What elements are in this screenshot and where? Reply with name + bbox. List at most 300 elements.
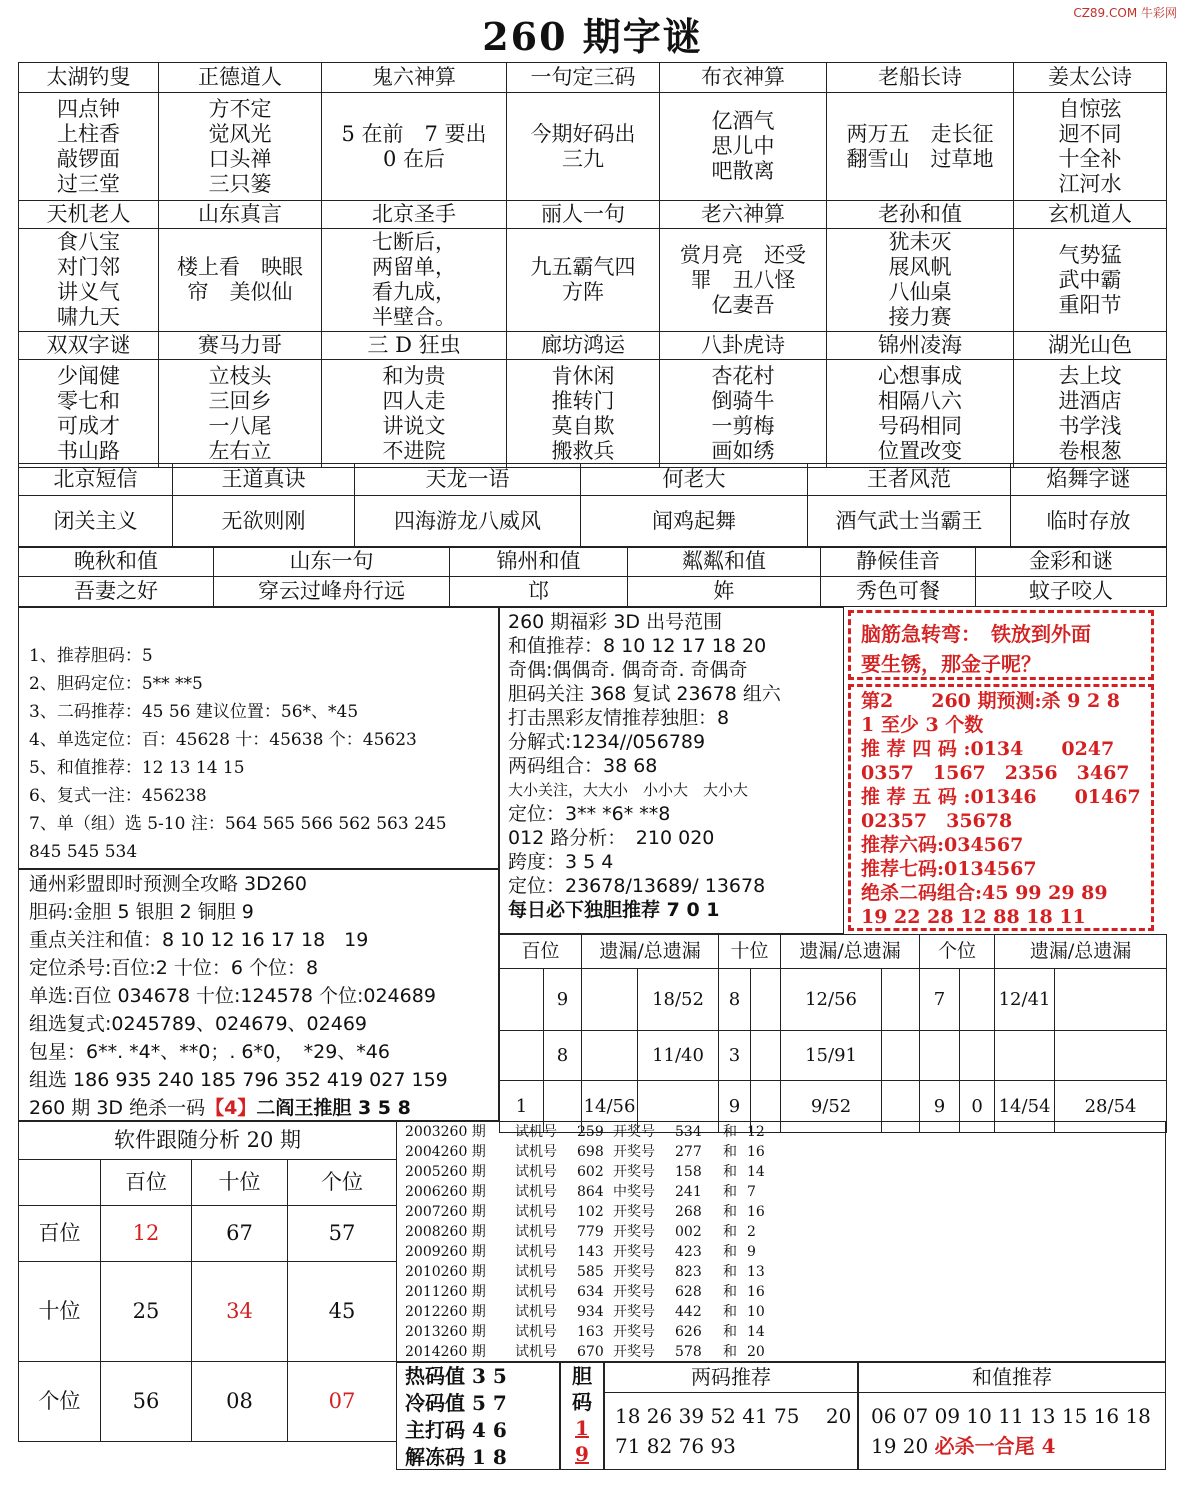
grid-cell-line: 赏月亮 还受 bbox=[680, 242, 806, 267]
history-field: 和 bbox=[723, 1264, 737, 1280]
grid-content-cell bbox=[322, 360, 507, 468]
grid-cell-line: 七断后， bbox=[372, 230, 456, 254]
grid-content-cell bbox=[322, 229, 507, 332]
grid-header-cell: 太湖钓叟 bbox=[19, 63, 159, 93]
history-field: 158 bbox=[675, 1164, 702, 1180]
history-field: 开奖号 bbox=[613, 1324, 655, 1340]
sum-rec-values: 19 20 bbox=[871, 1434, 935, 1458]
history-field: 开奖号 bbox=[613, 1284, 655, 1300]
row5-cells-cell: 秀色可餐 bbox=[821, 577, 976, 607]
grid-cell-line: 两万五 走长征 bbox=[846, 121, 994, 146]
recommend-line: 6、复式一注：456238 bbox=[29, 786, 207, 806]
tongzhou-box bbox=[18, 869, 499, 1121]
history-field: 和 bbox=[723, 1324, 737, 1340]
history-field: 12 bbox=[747, 1124, 765, 1140]
history-field: 934 bbox=[577, 1304, 604, 1320]
row5-cells-cell: 蚊子咬人 bbox=[976, 577, 1167, 607]
grid-cell-line: 讲说文 bbox=[382, 413, 446, 438]
predict-line: 绝杀二码组合:45 99 29 89 bbox=[861, 882, 1108, 904]
history-line bbox=[405, 1342, 1165, 1362]
history-field: 698 bbox=[577, 1144, 604, 1160]
omission-cell: 9 bbox=[719, 1081, 751, 1133]
sum-rec-box bbox=[858, 1362, 1166, 1470]
grid-cell-line: 倒骑牛 bbox=[711, 388, 775, 413]
follow-cell: 07 bbox=[288, 1362, 397, 1442]
grid-cell-line: 啸九天 bbox=[57, 305, 120, 329]
grid-cell-line: 亿妻吾 bbox=[711, 292, 775, 317]
grid-cell-line: 过三堂 bbox=[57, 171, 120, 196]
grid-cell-line: 九五霸气四 bbox=[530, 255, 636, 279]
history-field: 开奖号 bbox=[613, 1244, 655, 1260]
range3d-line: 分解式:1234//056789 bbox=[508, 731, 706, 753]
recommend-line: 7、单（组）选 5-10 注：564 565 566 562 563 245 bbox=[29, 814, 447, 834]
grid-content-cell bbox=[19, 229, 159, 332]
history-field: 442 bbox=[675, 1304, 702, 1320]
history-field: 和 bbox=[723, 1144, 737, 1160]
grid-cell-line: 十全补 bbox=[1058, 146, 1122, 171]
grid-header-cell: 丽人一句 bbox=[507, 201, 660, 229]
history-field: 20 bbox=[747, 1344, 765, 1360]
sum-rec-kill: 必杀一合尾 4 bbox=[934, 1434, 1056, 1458]
history-field: 259 bbox=[577, 1124, 604, 1140]
tongzhou-line: 通州彩盟即时预测全攻略 3D260 bbox=[29, 873, 308, 895]
omission-header: 个位 bbox=[920, 935, 995, 969]
recommend-line: 5、和值推荐：12 13 14 15 bbox=[29, 758, 245, 778]
grid-cell-line: 半壁合。 bbox=[372, 305, 456, 329]
grid-cell-line: 零七和 bbox=[57, 388, 120, 413]
history-line bbox=[405, 1262, 1165, 1282]
grid-cell-line: 杏花村 bbox=[711, 363, 775, 388]
grid-cell-line: 上柱香 bbox=[57, 121, 120, 146]
history-field: 开奖号 bbox=[613, 1224, 655, 1240]
grid-cell-line: 书学浅 bbox=[1058, 413, 1122, 438]
history-field: 和 bbox=[723, 1164, 737, 1180]
omission-cell: 8 bbox=[544, 1031, 582, 1081]
row4-headers-cell: 何老大 bbox=[581, 464, 808, 496]
omission-cell bbox=[882, 1031, 920, 1081]
predict-line: 1 至少 3 个数 bbox=[861, 714, 984, 736]
grid-header-cell: 一句定三码 bbox=[507, 63, 660, 93]
grid-cell-line: 对门邻 bbox=[57, 255, 120, 279]
grid-cell-line: 去上坟 bbox=[1058, 363, 1122, 388]
grid-content-cell bbox=[660, 229, 827, 332]
history-field: 143 bbox=[577, 1244, 604, 1260]
history-field: 和 bbox=[723, 1284, 737, 1300]
follow-cell: 08 bbox=[192, 1362, 288, 1442]
history-field: 试机号 bbox=[515, 1284, 557, 1300]
grid-cell-line: 5 在前 7 要出 bbox=[341, 121, 487, 146]
history-field: 2010260 期 bbox=[405, 1264, 486, 1280]
range3d-line: 跨度：3 5 4 bbox=[508, 851, 614, 873]
grid-header-row bbox=[19, 63, 1167, 93]
row5-headers-cell: 锦州和值 bbox=[450, 547, 628, 577]
history-field: 423 bbox=[675, 1244, 702, 1260]
follow-cell: 25 bbox=[101, 1262, 192, 1362]
omission-cell bbox=[582, 969, 638, 1031]
grid-cell-line: 亿酒气 bbox=[711, 109, 775, 133]
grid-header-cell: 廊坊鸿运 bbox=[507, 332, 660, 360]
history-line bbox=[405, 1122, 1165, 1142]
row4-cells-cell: 闻鸡起舞 bbox=[581, 496, 808, 548]
range3d-line: 胆码关注 368 复试 23678 组六 bbox=[508, 683, 781, 705]
history-field: 10 bbox=[747, 1304, 765, 1320]
grid-cell-line: 迥不同 bbox=[1058, 121, 1122, 146]
grid-cell-line: 心想事成 bbox=[878, 363, 962, 388]
grid-cell-line: 号码相同 bbox=[878, 413, 962, 438]
history-field: 和 bbox=[723, 1184, 737, 1200]
history-field: 试机号 bbox=[515, 1164, 557, 1180]
follow-row-label: 十位 bbox=[19, 1262, 101, 1362]
history-field: 2004260 期 bbox=[405, 1144, 486, 1160]
grid-content-cell bbox=[159, 360, 322, 468]
grid-cell-line: 罪 丑八怪 bbox=[690, 267, 796, 292]
grid-cell-line: 一剪梅 bbox=[711, 413, 775, 438]
omission-cell bbox=[582, 1031, 638, 1081]
grid-content-cell bbox=[159, 229, 322, 332]
recommend-line: 4、单选定位：百：45628 十：45638 个：45623 bbox=[29, 730, 417, 750]
history-field: 试机号 bbox=[515, 1304, 557, 1320]
history-field: 2014260 期 bbox=[405, 1344, 486, 1360]
grid-content-cell bbox=[660, 93, 827, 201]
grid-cell-line: 口头禅 bbox=[208, 146, 272, 171]
grid-header-cell: 山东真言 bbox=[159, 201, 322, 229]
history-line bbox=[405, 1322, 1165, 1342]
range3d-line: 012 路分析： 210 020 bbox=[508, 827, 715, 849]
row5-cells-cell: 邙 bbox=[450, 577, 628, 607]
hot-line: 解冻码 1 8 bbox=[405, 1445, 507, 1469]
hot-box bbox=[396, 1362, 560, 1470]
history-field: 试机号 bbox=[515, 1344, 557, 1360]
grid-cell-line: 江河水 bbox=[1058, 171, 1122, 196]
grid-content-cell bbox=[159, 93, 322, 201]
omission-cell: 12/41 bbox=[995, 969, 1055, 1031]
grid-cell-line: 书山路 bbox=[57, 438, 120, 463]
grid-content-cell bbox=[1014, 93, 1167, 201]
grid-cell-line: 四人走 bbox=[382, 388, 446, 413]
kill-prefix: 260 期 3D 绝杀一码 bbox=[29, 1097, 206, 1119]
row4-headers-cell: 王者风范 bbox=[808, 464, 1011, 496]
row4-headers-cell: 天龙一语 bbox=[355, 464, 581, 496]
grid-header-cell: 玄机道人 bbox=[1014, 201, 1167, 229]
follow-col-header: 百位 bbox=[101, 1160, 192, 1206]
history-field: 2008260 期 bbox=[405, 1224, 486, 1240]
grid-cell-line: 搬救兵 bbox=[551, 438, 615, 463]
grid-cell-line: 三回乡 bbox=[208, 388, 272, 413]
history-field: 2007260 期 bbox=[405, 1204, 486, 1220]
predict-box bbox=[848, 684, 1154, 931]
follow-col-header: 个位 bbox=[288, 1160, 397, 1206]
omission-header: 遗漏/总遗漏 bbox=[582, 935, 719, 969]
grid-cell-line: 可成才 bbox=[57, 413, 120, 438]
grid-cell-line: 看九成， bbox=[372, 280, 456, 304]
dan-label-2: 码 bbox=[572, 1390, 592, 1414]
history-box bbox=[396, 1121, 1166, 1362]
grid-header-cell: 老船长诗 bbox=[827, 63, 1014, 93]
row5-cells-cell: 穿云过峰舟行远 bbox=[214, 577, 450, 607]
history-field: 16 bbox=[747, 1204, 765, 1220]
grid-cell-line: 敲锣面 bbox=[57, 146, 120, 171]
grid-cell-line: 肯休闲 bbox=[551, 363, 615, 388]
grid-header-cell: 赛马力哥 bbox=[159, 332, 322, 360]
omission-cell bbox=[960, 1031, 995, 1081]
omission-cell: 18/52 bbox=[638, 969, 719, 1031]
history-line bbox=[405, 1142, 1165, 1162]
dan-box bbox=[560, 1362, 604, 1470]
history-field: 和 bbox=[723, 1344, 737, 1360]
brain-line-2: 要生锈，那金子呢？ bbox=[861, 652, 1041, 676]
follow-row bbox=[19, 1362, 397, 1442]
history-field: 779 bbox=[577, 1224, 604, 1240]
history-field: 7 bbox=[747, 1184, 756, 1200]
range3d-line: 定位：23678/13689/ 13678 bbox=[508, 875, 766, 897]
grid-cell-line: 讲义气 bbox=[57, 280, 120, 304]
grid-content-row bbox=[19, 229, 1167, 332]
history-field: 开奖号 bbox=[613, 1264, 655, 1280]
grid-cell-line: 推转门 bbox=[551, 388, 615, 413]
omission-header: 遗漏/总遗漏 bbox=[781, 935, 920, 969]
grid-cell-line: 0 在后 bbox=[382, 146, 446, 171]
grid-header-cell: 八卦虎诗 bbox=[660, 332, 827, 360]
history-line bbox=[405, 1302, 1165, 1322]
grid-cell-line: 气势猛 bbox=[1058, 242, 1122, 267]
history-field: 2013260 期 bbox=[405, 1324, 486, 1340]
omission-cell: 9 bbox=[544, 969, 582, 1031]
range3d-line: 和值推荐：8 10 12 17 18 20 bbox=[508, 635, 767, 657]
row4-headers-cell: 北京短信 bbox=[19, 464, 173, 496]
omission-cell bbox=[995, 1031, 1055, 1081]
two-code-line-1: 18 26 39 52 41 75 20 bbox=[615, 1404, 852, 1428]
omission-cell: 14/54 bbox=[995, 1081, 1055, 1133]
grid-content-cell bbox=[322, 93, 507, 201]
grid-content-cell bbox=[827, 360, 1014, 468]
omission-cell bbox=[500, 969, 544, 1031]
history-field: 试机号 bbox=[515, 1224, 557, 1240]
omission-cell: 3 bbox=[719, 1031, 751, 1081]
grid-cell-line: 八仙桌 bbox=[888, 280, 952, 304]
predict-line: 0357 1567 2356 3467 bbox=[861, 762, 1130, 784]
history-field: 中奖号 bbox=[613, 1184, 655, 1200]
history-line bbox=[405, 1162, 1165, 1182]
omission-cell: 1 bbox=[500, 1081, 544, 1133]
history-field: 16 bbox=[747, 1144, 765, 1160]
history-field: 823 bbox=[675, 1264, 702, 1280]
predict-line: 19 22 28 12 88 18 11 bbox=[861, 906, 1086, 928]
grid-cell-line: 不进院 bbox=[382, 438, 446, 463]
grid-cell-line: 立枝头 bbox=[208, 363, 272, 388]
history-field: 102 bbox=[577, 1204, 604, 1220]
omission-cell bbox=[960, 969, 995, 1031]
kill-code: 【4】 bbox=[205, 1097, 257, 1119]
omission-cell: 14/56 bbox=[582, 1081, 638, 1133]
grid-cell-line: 一八尾 bbox=[208, 413, 272, 438]
grid-header-cell: 鬼六神算 bbox=[322, 63, 507, 93]
follow-table bbox=[18, 1121, 397, 1442]
predict-line: 第2 260 期预测:杀 9 2 8 bbox=[861, 690, 1121, 712]
row4-cells-cell: 闭关主义 bbox=[19, 496, 173, 548]
row5-headers-cell: 晚秋和值 bbox=[19, 547, 214, 577]
row4-headers-cell: 王道真诀 bbox=[173, 464, 355, 496]
omission-header: 十位 bbox=[719, 935, 781, 969]
follow-title: 软件跟随分析 20 期 bbox=[19, 1122, 397, 1160]
grid-content-cell bbox=[827, 229, 1014, 332]
predict-line: 02357 35678 bbox=[861, 810, 1013, 832]
grid-cell-line: 三只篓 bbox=[208, 171, 272, 196]
hot-line: 热码值 3 5 bbox=[405, 1364, 507, 1388]
tongzhou-line: 包星：6**. *4*、**0；. 6*0， *29、*46 bbox=[29, 1041, 390, 1063]
grid-header-row bbox=[19, 332, 1167, 360]
brain-line-1: 脑筋急转弯： 铁放到外面 bbox=[861, 622, 1091, 646]
tongzhou-line: 单选:百位 034678 十位:124578 个位:024689 bbox=[29, 985, 436, 1007]
grid-header-cell: 锦州凌海 bbox=[827, 332, 1014, 360]
history-field: 开奖号 bbox=[613, 1144, 655, 1160]
row5-headers-cell: 山东一句 bbox=[214, 547, 450, 577]
omission-cell: 15/91 bbox=[781, 1031, 882, 1081]
omission-header: 遗漏/总遗漏 bbox=[995, 935, 1167, 969]
follow-cell: 57 bbox=[288, 1206, 397, 1262]
history-field: 13 bbox=[747, 1264, 765, 1280]
grid-cell-line: 左右立 bbox=[208, 438, 272, 463]
row5-headers-cell: 静候佳音 bbox=[821, 547, 976, 577]
grid-cell-line: 楼上看 映眼 bbox=[177, 255, 303, 279]
history-field: 开奖号 bbox=[613, 1204, 655, 1220]
predict-line: 推 荐 四 码 :0134 0247 bbox=[861, 738, 1115, 760]
row5-headers-cell: 粼粼和值 bbox=[628, 547, 821, 577]
history-field: 2 bbox=[747, 1224, 756, 1240]
follow-row-label: 百位 bbox=[19, 1206, 101, 1262]
history-field: 602 bbox=[577, 1164, 604, 1180]
omission-cell bbox=[751, 969, 781, 1031]
omission-cell bbox=[1055, 1031, 1167, 1081]
grid-cell-line: 今期好码出 bbox=[530, 121, 636, 146]
history-field: 和 bbox=[723, 1204, 737, 1220]
row4-table bbox=[18, 463, 1167, 548]
grid-cell-line: 两留单， bbox=[372, 255, 456, 279]
history-field: 14 bbox=[747, 1324, 765, 1340]
omission-cell bbox=[1055, 969, 1167, 1031]
history-field: 628 bbox=[675, 1284, 702, 1300]
history-field: 16 bbox=[747, 1284, 765, 1300]
tongzhou-line: 定位杀号:百位:2 十位：6 个位：8 bbox=[29, 957, 319, 979]
omission-cell bbox=[751, 1031, 781, 1081]
range3d-line: 打击黑彩友情推荐独胆：8 bbox=[508, 707, 730, 729]
history-field: 585 bbox=[577, 1264, 604, 1280]
brain-teaser-box bbox=[848, 610, 1154, 680]
grid-cell-line: 和为贵 bbox=[382, 363, 446, 388]
history-field: 2005260 期 bbox=[405, 1164, 486, 1180]
history-line bbox=[405, 1202, 1165, 1222]
grid-cell-line: 莫自欺 bbox=[551, 413, 615, 438]
history-line bbox=[405, 1222, 1165, 1242]
grid-content-cell bbox=[1014, 360, 1167, 468]
grid-cell-line: 进酒店 bbox=[1058, 388, 1122, 413]
grid-header-cell: 湖光山色 bbox=[1014, 332, 1167, 360]
history-field: 2006260 期 bbox=[405, 1184, 486, 1200]
omission-row bbox=[500, 1031, 1167, 1081]
omission-cell: 9/52 bbox=[781, 1081, 882, 1133]
follow-cell: 56 bbox=[101, 1362, 192, 1442]
grid-content-cell bbox=[507, 93, 660, 201]
grid-cell-line: 方不定 bbox=[208, 96, 272, 121]
row4-cells-cell: 临时存放 bbox=[1011, 496, 1167, 548]
history-field: 开奖号 bbox=[613, 1164, 655, 1180]
grid-content-cell bbox=[660, 360, 827, 468]
row4-headers-cell: 焰舞字谜 bbox=[1011, 464, 1167, 496]
recommend-box bbox=[18, 607, 499, 869]
range3d-line: 大小关注，大大小 小小大 大小大 bbox=[508, 781, 749, 799]
grid-cell-line: 重阳节 bbox=[1058, 292, 1122, 317]
history-field: 241 bbox=[675, 1184, 702, 1200]
history-field: 9 bbox=[747, 1244, 756, 1260]
history-field: 2003260 期 bbox=[405, 1124, 486, 1140]
history-field: 002 bbox=[675, 1224, 702, 1240]
history-field: 163 bbox=[577, 1324, 604, 1340]
range3d-line: 定位：3** *6* **8 bbox=[508, 803, 671, 825]
dan-digit-1: 1 bbox=[575, 1416, 589, 1440]
grid-content-cell bbox=[827, 93, 1014, 201]
history-field: 试机号 bbox=[515, 1204, 557, 1220]
tongzhou-line: 胆码:金胆 5 银胆 2 铜胆 9 bbox=[29, 901, 254, 923]
history-field: 和 bbox=[723, 1224, 737, 1240]
history-line bbox=[405, 1182, 1165, 1202]
history-field: 864 bbox=[577, 1184, 604, 1200]
dan-digit-2: 9 bbox=[575, 1442, 589, 1466]
history-field: 2011260 期 bbox=[405, 1284, 486, 1300]
history-line bbox=[405, 1242, 1165, 1262]
riddle-grid bbox=[18, 62, 1167, 468]
history-field: 578 bbox=[675, 1344, 702, 1360]
grid-cell-line: 三九 bbox=[562, 146, 604, 171]
history-field: 开奖号 bbox=[613, 1344, 655, 1360]
kill-line bbox=[29, 1094, 498, 1122]
grid-header-cell: 布衣神算 bbox=[660, 63, 827, 93]
history-field: 2012260 期 bbox=[405, 1304, 486, 1320]
sum-rec-line-1: 06 07 09 10 11 13 15 16 18 bbox=[871, 1404, 1151, 1428]
omission-cell: 28/54 bbox=[1055, 1081, 1167, 1133]
predict-line: 推荐七码:0134567 bbox=[861, 858, 1037, 880]
history-field: 268 bbox=[675, 1204, 702, 1220]
history-field: 和 bbox=[723, 1244, 737, 1260]
sum-rec-line-2 bbox=[871, 1431, 1165, 1461]
grid-cell-line: 觉风光 bbox=[208, 121, 272, 146]
grid-header-cell: 天机老人 bbox=[19, 201, 159, 229]
grid-cell-line: 武中霸 bbox=[1058, 267, 1122, 292]
grid-cell-line: 卷根葱 bbox=[1058, 438, 1122, 463]
follow-cell: 45 bbox=[288, 1262, 397, 1362]
follow-corner bbox=[19, 1160, 101, 1206]
grid-cell-line: 位置改变 bbox=[878, 438, 962, 463]
grid-cell-line: 吧散离 bbox=[711, 159, 775, 183]
grid-header-cell: 正德道人 bbox=[159, 63, 322, 93]
history-field: 和 bbox=[723, 1304, 737, 1320]
grid-cell-line: 四点钟 bbox=[57, 96, 120, 121]
row4-cells-cell: 无欲则刚 bbox=[173, 496, 355, 548]
hot-line: 冷码值 5 7 bbox=[405, 1391, 507, 1415]
grid-cell-line: 食八宝 bbox=[57, 230, 120, 254]
range3d-line: 每日必下独胆推荐 7 0 1 bbox=[508, 899, 720, 921]
omission-cell: 7 bbox=[920, 969, 960, 1031]
follow-row-label: 个位 bbox=[19, 1362, 101, 1442]
range3d-line: 奇偶:偶偶奇. 偶奇奇. 奇偶奇 bbox=[508, 659, 748, 681]
follow-cell: 34 bbox=[192, 1262, 288, 1362]
grid-content-cell bbox=[507, 360, 660, 468]
grid-header-cell: 姜太公诗 bbox=[1014, 63, 1167, 93]
grid-content-cell bbox=[1014, 229, 1167, 332]
omission-cell: 0 bbox=[960, 1081, 995, 1133]
row5-cells-cell: 姩 bbox=[628, 577, 821, 607]
grid-cell-line: 展风帆 bbox=[888, 255, 952, 279]
follow-row bbox=[19, 1262, 397, 1362]
history-field: 670 bbox=[577, 1344, 604, 1360]
